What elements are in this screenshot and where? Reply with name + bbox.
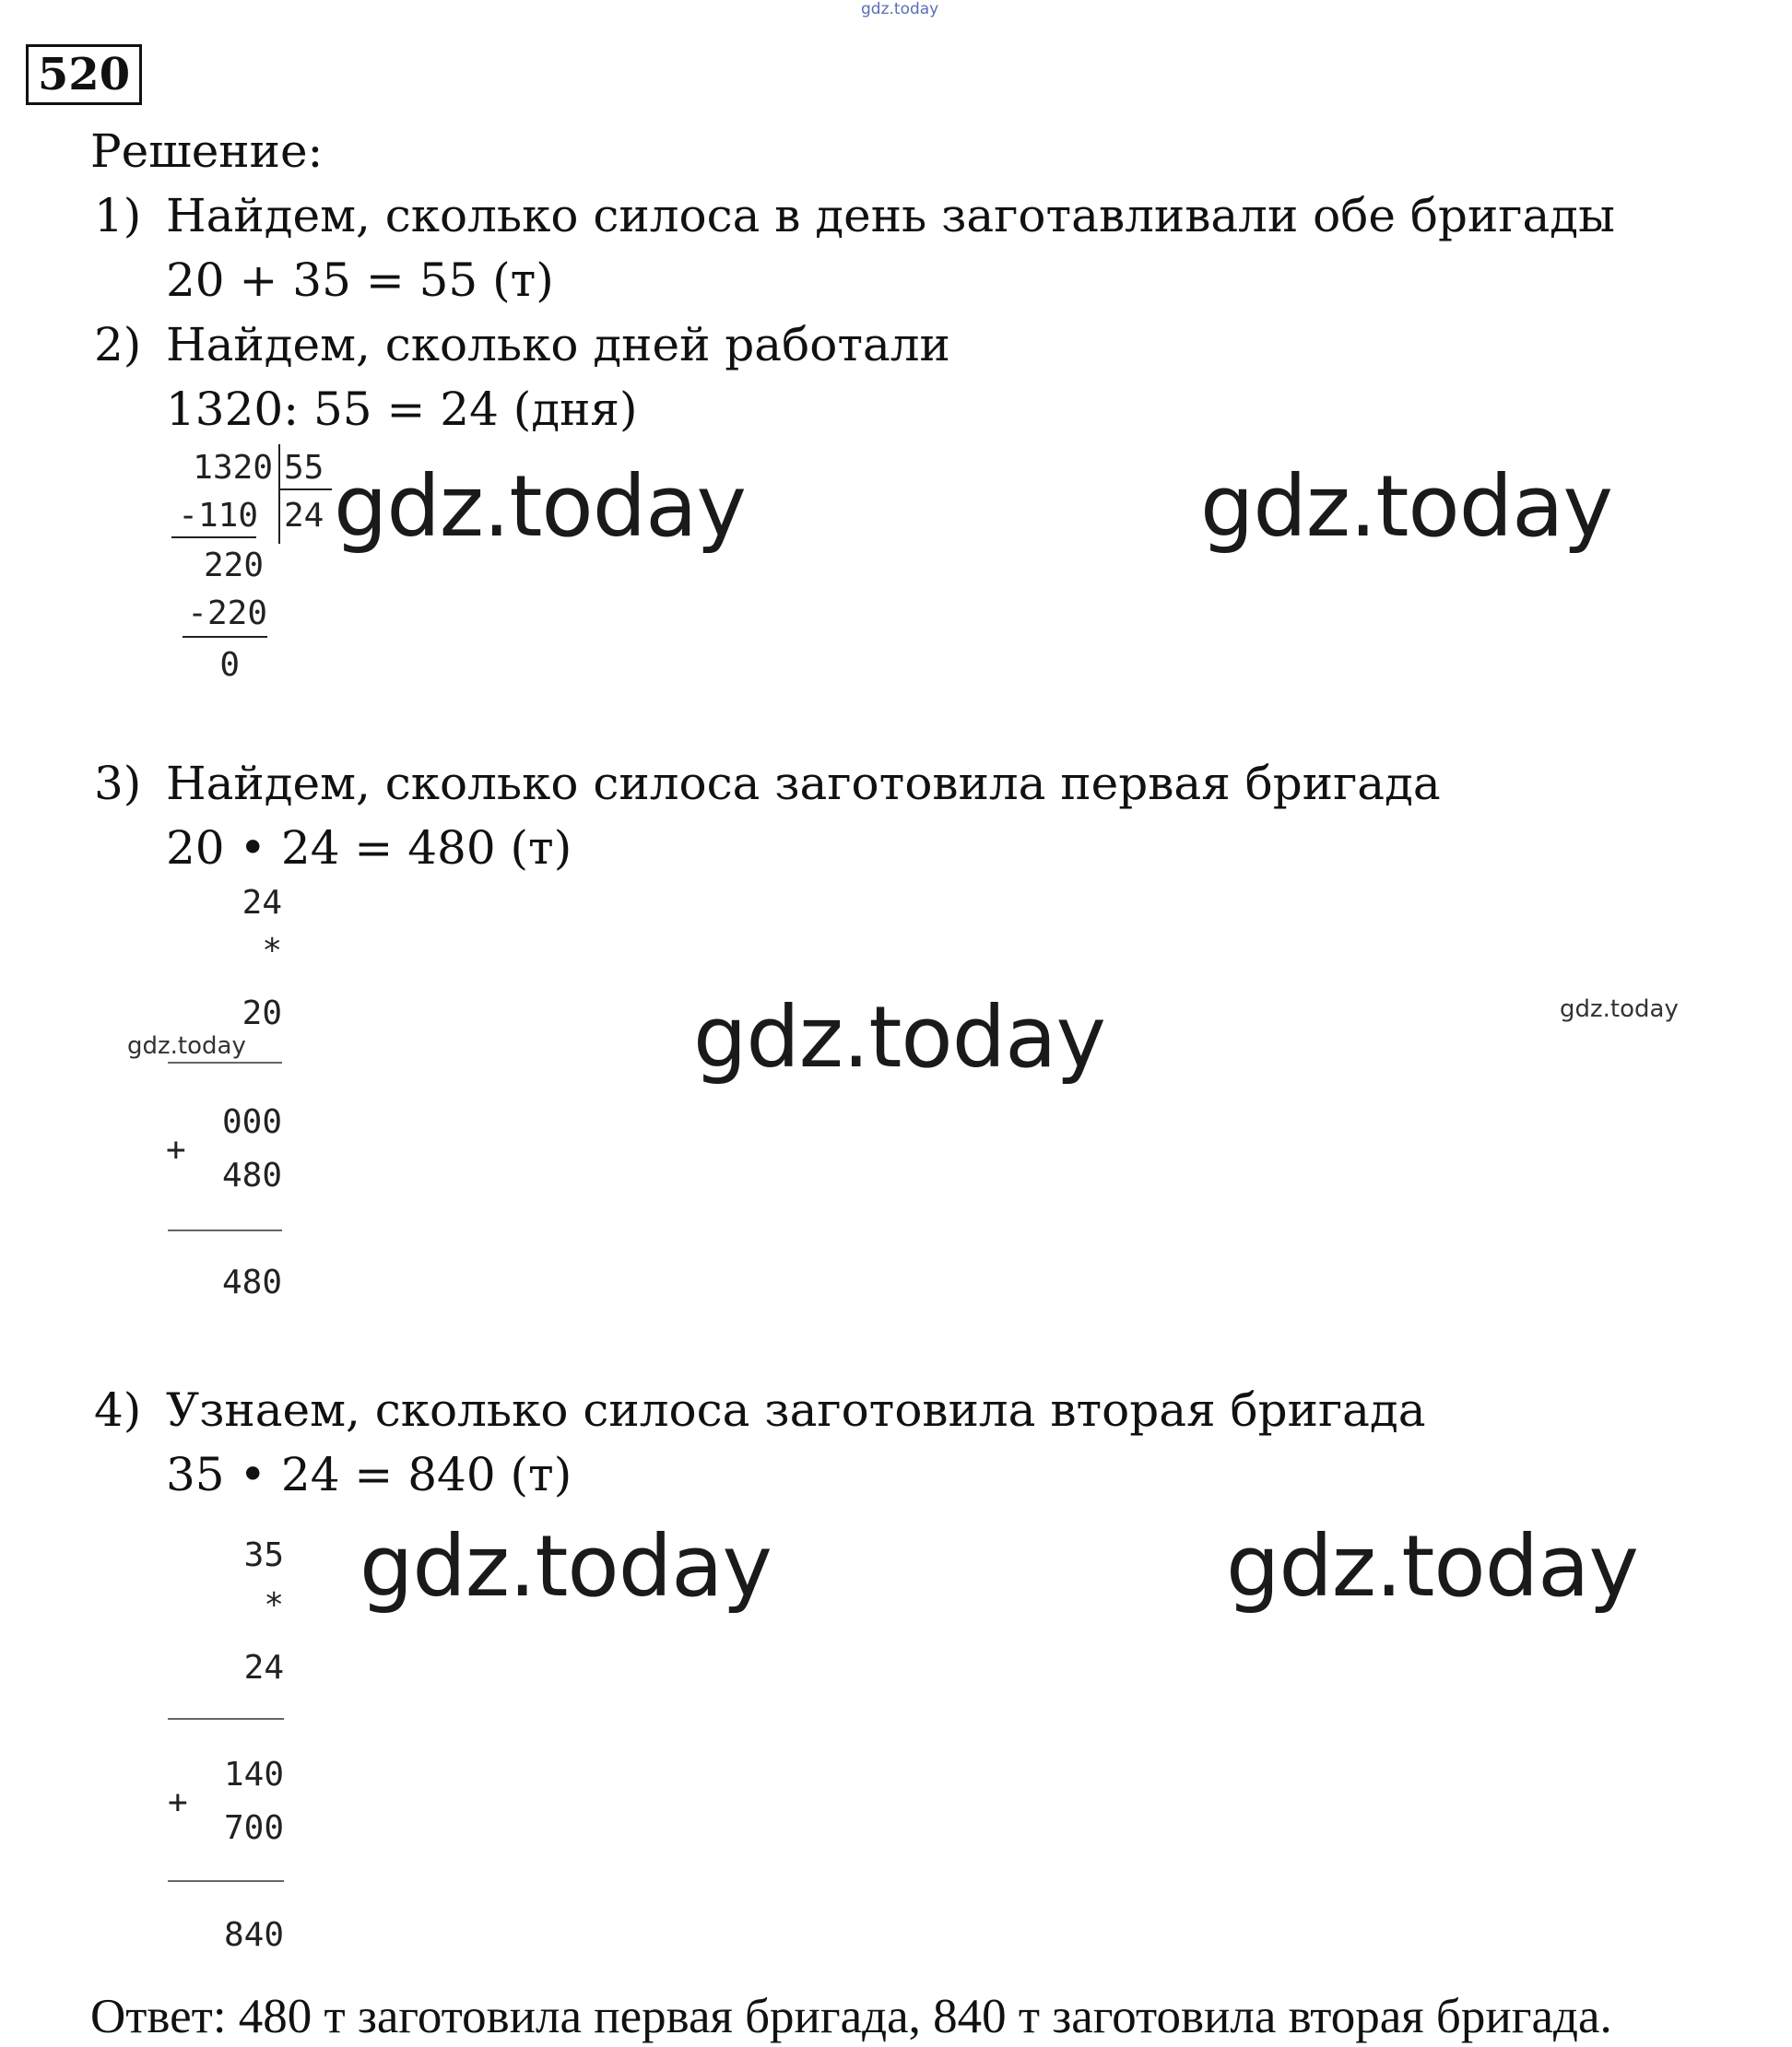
- division-result: 0: [219, 646, 240, 684]
- mult1-bottom: 20: [242, 994, 282, 1032]
- mult1-rule-2: [168, 1229, 282, 1231]
- mult1-plus: +: [166, 1131, 186, 1169]
- answer-text: Ответ: 480 т заготовила первая бригада, 840 т заготовила вторая бригада.: [90, 1990, 1612, 2043]
- step-2-number: 2): [94, 318, 142, 371]
- mult1-operator: *: [262, 932, 282, 970]
- mult2-bottom: 24: [243, 1649, 284, 1687]
- solution-heading: Решение:: [90, 124, 324, 178]
- mult2-result: 840: [223, 1916, 284, 1954]
- watermark-big-3: gdz.today: [693, 988, 1105, 1087]
- mult2-plus: +: [168, 1783, 188, 1821]
- division-subtract-1: -110: [178, 497, 258, 535]
- watermark-top: gdz.today: [861, 0, 939, 18]
- watermark-small-1: gdz.today: [127, 1032, 246, 1060]
- step-4-text: Узнаем, сколько силоса заготовила вторая бригада: [166, 1383, 1426, 1437]
- mult1-result: 480: [221, 1264, 282, 1301]
- step-2-text: Найдем, сколько дней работали: [166, 318, 950, 371]
- watermark-big-4: gdz.today: [360, 1517, 772, 1616]
- division-remainder-1: 220: [203, 547, 264, 584]
- step-1-expression: 20 + 35 = 55 (т): [166, 253, 554, 307]
- watermark-big-1: gdz.today: [334, 457, 746, 556]
- step-3-number: 3): [94, 757, 142, 810]
- mult2-partial-1: 140: [223, 1756, 284, 1794]
- division-quotient: 24: [284, 497, 324, 535]
- step-2-expression: 1320: 55 = 24 (дня): [166, 382, 638, 436]
- step-3-expression: 20 • 24 = 480 (т): [166, 821, 572, 875]
- problem-number-box: 520: [26, 44, 142, 105]
- mult1-partial-1: 000: [221, 1103, 282, 1141]
- division-dividend: 1320: [193, 449, 273, 487]
- mult2-top: 35: [243, 1536, 284, 1574]
- mult1-rule-1: [168, 1062, 282, 1064]
- mult2-rule-1: [168, 1718, 284, 1720]
- division-vertical-line: [278, 444, 280, 544]
- mult2-rule-2: [168, 1880, 284, 1882]
- step-4-number: 4): [94, 1383, 142, 1437]
- division-divisor-rule: [280, 488, 332, 490]
- division-rule-1: [171, 536, 256, 538]
- step-3-text: Найдем, сколько силоса заготовила первая бригада: [166, 757, 1441, 810]
- division-divisor: 55: [284, 449, 324, 487]
- mult2-partial-2: 700: [223, 1809, 284, 1847]
- mult1-top: 24: [242, 884, 282, 922]
- watermark-big-5: gdz.today: [1226, 1517, 1638, 1616]
- mult1-partial-2: 480: [221, 1157, 282, 1194]
- watermark-small-2: gdz.today: [1560, 995, 1679, 1023]
- step-1-number: 1): [94, 189, 142, 242]
- step-1-text: Найдем, сколько силоса в день заготавливали обе бригады: [166, 189, 1615, 242]
- division-subtract-2: -220: [187, 594, 267, 632]
- watermark-big-2: gdz.today: [1200, 457, 1612, 556]
- step-4-expression: 35 • 24 = 840 (т): [166, 1448, 572, 1501]
- mult2-operator: *: [264, 1586, 284, 1624]
- division-rule-2: [183, 636, 267, 638]
